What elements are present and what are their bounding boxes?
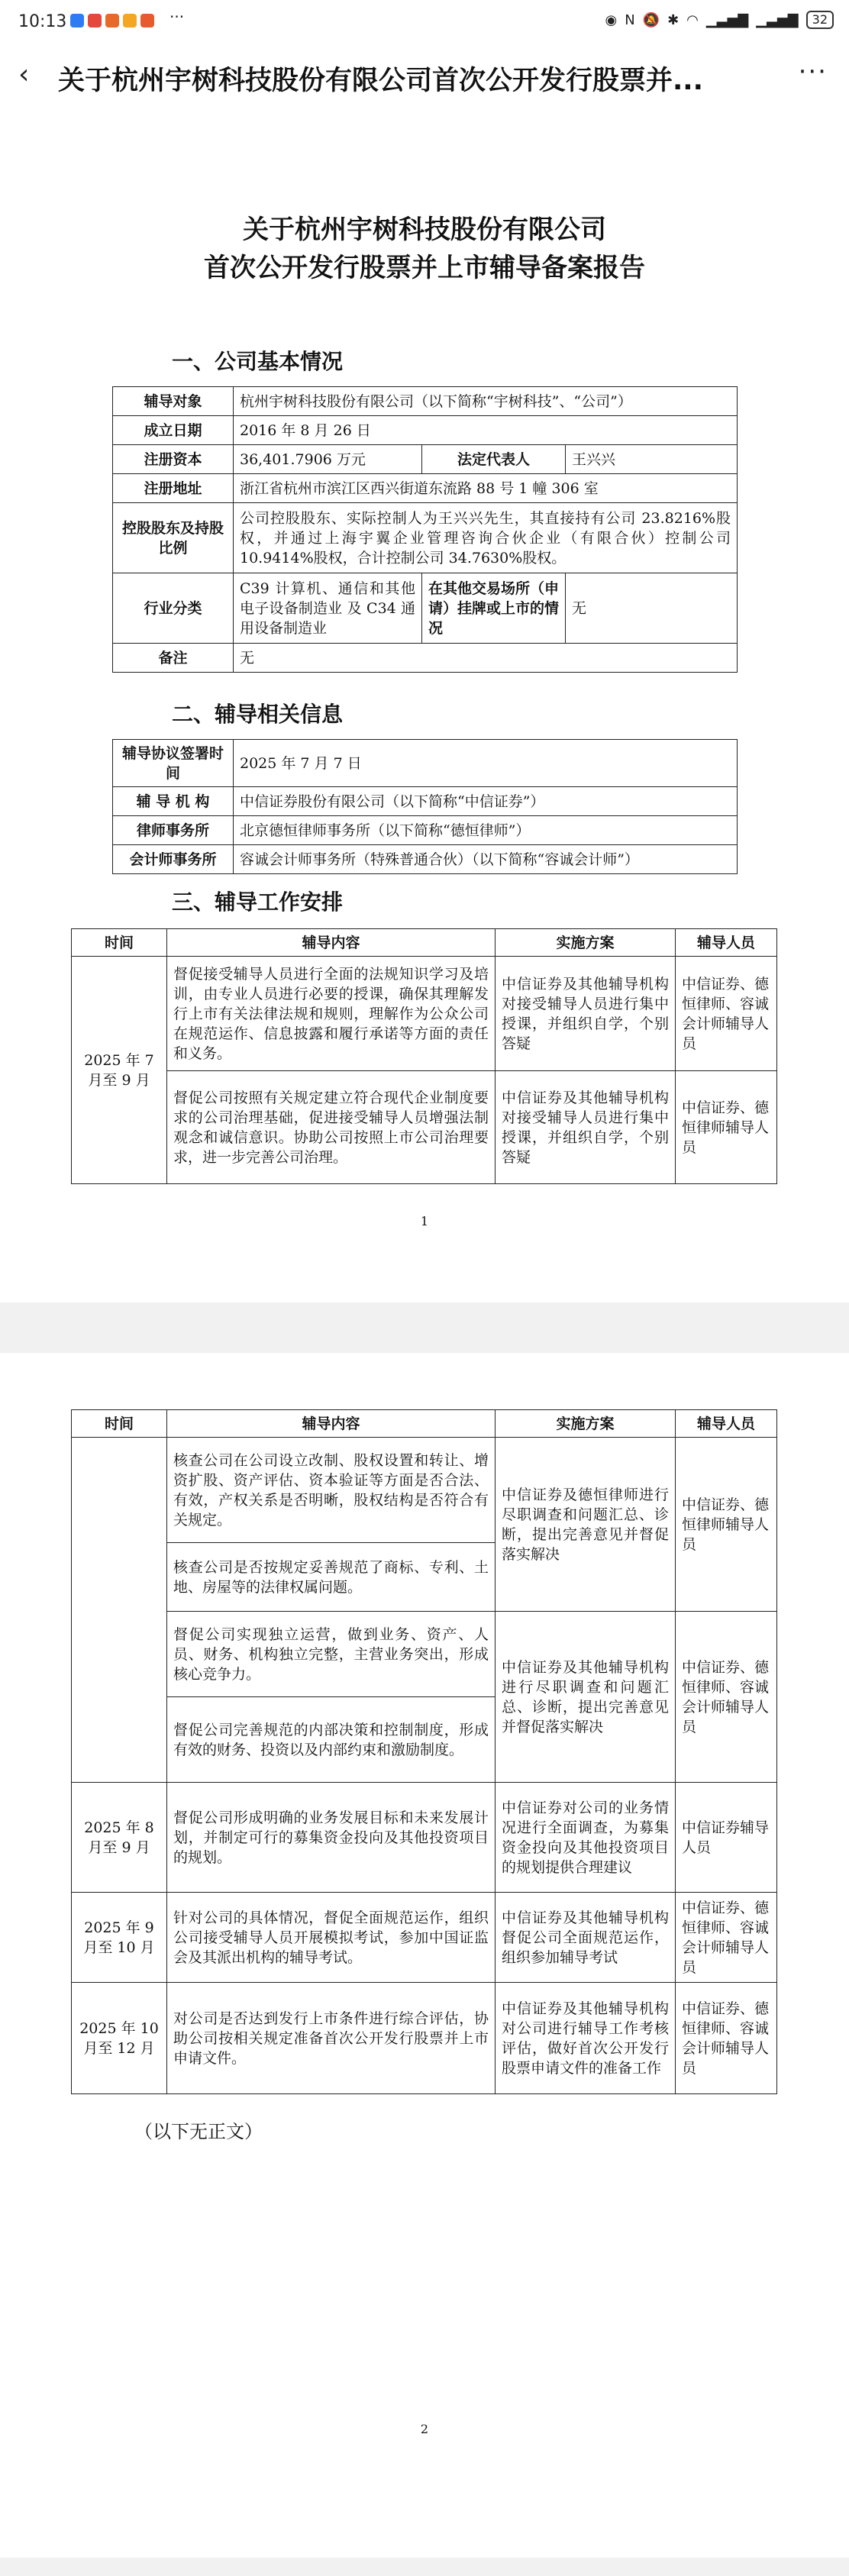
- app-notification-icon: [140, 14, 154, 27]
- page-separator: [0, 1303, 849, 1353]
- staff-cell: 中信证券、德恒律师辅导人员: [676, 1071, 777, 1184]
- signal-icon: ▁▃▅▇: [705, 11, 749, 28]
- label-capital: 注册资本: [113, 445, 234, 474]
- period-cell: 2025 年 8 月至 9 月: [72, 1783, 167, 1893]
- period-cell: 2025 年 9 月至 10 月: [72, 1893, 167, 1983]
- page-separator: [0, 2558, 849, 2576]
- staff-cell: 中信证券辅导人员: [676, 1783, 777, 1893]
- plan-cell: 中信证券及其他辅导机构对公司进行辅导工作考核评估，做好首次公开发行股票申请文件的准备工作: [496, 1983, 676, 2094]
- status-time: 10:13: [18, 12, 67, 31]
- document-title-line-2: 首次公开发行股票并上市辅导备案报告: [204, 253, 645, 283]
- notification-icons: [70, 14, 154, 27]
- nfc-icon: N: [625, 11, 635, 28]
- document-page-1: [0, 104, 849, 1303]
- label-remark: 备注: [113, 644, 234, 673]
- section-heading-schedule: 三、辅导工作安排: [172, 889, 344, 915]
- more-options-button[interactable]: ···: [798, 56, 828, 87]
- staff-cell: 中信证券、德恒律师、容诚会计师辅导人员: [676, 1612, 777, 1783]
- header-content: 辅导内容: [167, 929, 496, 957]
- status-more: ···: [169, 8, 185, 26]
- content-cell: 督促公司实现独立运营，做到业务、资产、人员、财务、机构独立完整，主营业务突出，形成核心竞争力。: [167, 1612, 496, 1697]
- label-legal-rep: 法定代表人: [422, 445, 566, 474]
- label-accounting-firm: 会计师事务所: [113, 845, 234, 874]
- basic-info-table: [112, 386, 738, 673]
- period-cell: 2025 年 10 月至 12 月: [72, 1983, 167, 2094]
- plan-cell: 中信证券及其他辅导机构督促公司全面规范运作，组织参加辅导考试: [496, 1893, 676, 1983]
- app-notification-icon: [123, 14, 137, 27]
- mute-icon: 🔕: [642, 11, 660, 28]
- value-address: 浙江省杭州市滨江区西兴街道东流路 88 号 1 幢 306 室: [234, 474, 738, 503]
- content-cell: 督促接受辅导人员进行全面的法规知识学习及培训，由专业人员进行必要的授课，确保其理解发行上市有关法律法规和规则，理解作为公众公司在规范运作、信息披露和履行承诺等方面的责任和义务。: [167, 957, 496, 1071]
- document-page-2: [0, 1353, 849, 2558]
- page-title: 关于杭州宇树科技股份有限公司首次公开发行股票并...: [58, 66, 703, 96]
- header-time: 时间: [72, 1410, 167, 1438]
- signal-icon: ▁▃▅▇: [756, 11, 799, 28]
- plan-cell: 中信证券及其他辅导机构对接受辅导人员进行集中授课，并组织自学，个别答疑: [496, 957, 676, 1071]
- content-cell: 督促公司形成明确的业务发展目标和未来发展计划，并制定可行的募集资金投向及其他投资项目的规划。: [167, 1783, 496, 1893]
- label-est-date: 成立日期: [113, 416, 234, 445]
- label-law-firm: 律师事务所: [113, 816, 234, 845]
- value-law-firm: 北京德恒律师事务所（以下简称“德恒律师”）: [234, 816, 738, 845]
- status-bar: [0, 0, 849, 47]
- staff-cell: 中信证券、德恒律师、容诚会计师辅导人员: [676, 957, 777, 1071]
- content-cell: 核查公司是否按规定妥善规范了商标、专利、土地、房屋等的法律权属问题。: [167, 1543, 496, 1612]
- eye-icon: ◉: [605, 11, 618, 28]
- staff-cell: 中信证券、德恒律师、容诚会计师辅导人员: [676, 1983, 777, 2094]
- battery-icon: 32: [806, 11, 834, 29]
- app-notification-icon: [105, 14, 119, 27]
- bluetooth-icon: ✱: [667, 11, 680, 28]
- plan-cell: 中信证券及其他辅导机构对接受辅导人员进行集中授课，并组织自学，个别答疑: [496, 1071, 676, 1184]
- header-content: 辅导内容: [167, 1410, 496, 1438]
- end-of-text-note: （以下无正文）: [134, 2121, 263, 2142]
- tutoring-info-table: [112, 739, 738, 874]
- page-number: 1: [420, 1214, 429, 1228]
- section-heading-basic: 一、公司基本情况: [172, 349, 344, 374]
- period-cell: [72, 1438, 167, 1783]
- header-staff: 辅导人员: [676, 929, 777, 957]
- header-time: 时间: [72, 929, 167, 957]
- value-other-listing: 无: [566, 573, 738, 644]
- period-cell: 2025 年 7 月至 9 月: [72, 957, 167, 1184]
- content-cell: 核查公司在公司设立改制、股权设置和转让、增资扩股、资产评估、资本验证等方面是否合法、有效，产权关系是否明晰，股权结构是否符合有关规定。: [167, 1438, 496, 1543]
- wifi-icon: ◠: [686, 11, 699, 28]
- app-notification-icon: [70, 14, 84, 27]
- label-controlling-holder: 控股股东及持股比例: [113, 503, 234, 573]
- staff-cell: 中信证券、德恒律师、容诚会计师辅导人员: [676, 1893, 777, 1983]
- value-est-date: 2016 年 8 月 26 日: [234, 416, 738, 445]
- label-other-listing: 在其他交易场所（申请）挂牌或上市的情况: [422, 573, 566, 644]
- value-controlling-holder: 公司控股股东、实际控制人为王兴兴先生，其直接持有公司 23.8216%股权，并通过上海宇翼企业管理咨询合伙企业（有限合伙）控制公司 10.9414%股权，合计控制公司 34.7630%股权。: [234, 503, 738, 573]
- document-title-line-1: 关于杭州宇树科技股份有限公司: [243, 215, 606, 245]
- label-target: 辅导对象: [113, 387, 234, 416]
- value-agreement-date: 2025 年 7 月 7 日: [234, 740, 738, 787]
- label-agreement-date: 辅导协议签署时间: [113, 740, 234, 787]
- value-remark: 无: [234, 644, 738, 673]
- label-address: 注册地址: [113, 474, 234, 503]
- header-plan: 实施方案: [496, 929, 676, 957]
- schedule-table-page-2: [71, 1409, 777, 2094]
- label-industry: 行业分类: [113, 573, 234, 644]
- section-heading-tutoring: 二、辅导相关信息: [172, 702, 344, 727]
- page-number: 2: [420, 2422, 429, 2436]
- value-legal-rep: 王兴兴: [566, 445, 738, 474]
- schedule-table-page-1: [71, 928, 777, 1184]
- value-industry: C39 计算机、通信和其他电子设备制造业 及 C34 通用设备制造业: [234, 573, 422, 644]
- value-capital: 36,401.7906 万元: [234, 445, 422, 474]
- staff-cell: 中信证券、德恒律师辅导人员: [676, 1438, 777, 1612]
- chevron-left-icon[interactable]: ‹: [18, 59, 30, 90]
- value-target: 杭州宇树科技股份有限公司（以下简称“宇树科技”、“公司”）: [234, 387, 738, 416]
- content-cell: 针对公司的具体情况，督促全面规范运作，组织公司接受辅导人员开展模拟考试，参加中国证监会及其派出机构的辅导考试。: [167, 1893, 496, 1983]
- plan-cell: 中信证券及德恒律师进行尽职调查和问题汇总、诊断，提出完善意见并督促落实解决: [496, 1438, 676, 1612]
- header-staff: 辅导人员: [676, 1410, 777, 1438]
- content-cell: 对公司是否达到发行上市条件进行综合评估，协助公司按相关规定准备首次公开发行股票并上市申请文件。: [167, 1983, 496, 2094]
- plan-cell: 中信证券及其他辅导机构进行尽职调查和问题汇总、诊断，提出完善意见并督促落实解决: [496, 1612, 676, 1783]
- header-plan: 实施方案: [496, 1410, 676, 1438]
- value-tutoring-institution: 中信证券股份有限公司（以下简称“中信证券”）: [234, 787, 738, 816]
- app-bar: [0, 47, 849, 104]
- value-accounting-firm: 容诚会计师事务所（特殊普通合伙）（以下简称“容诚会计师”）: [234, 845, 738, 874]
- content-cell: 督促公司完善规范的内部决策和控制制度，形成有效的财务、投资以及内部约束和激励制度。: [167, 1697, 496, 1783]
- label-tutoring-institution: 辅 导 机 构: [113, 787, 234, 816]
- content-cell: 督促公司按照有关规定建立符合现代企业制度要求的公司治理基础，促进接受辅导人员增强法制观念和诚信意识。协助公司按照上市公司治理要求，进一步完善公司治理。: [167, 1071, 496, 1184]
- system-indicators: [605, 11, 834, 29]
- plan-cell: 中信证券对公司的业务情况进行全面调查，为募集资金投向及其他投资项目的规划提供合理建议: [496, 1783, 676, 1893]
- app-notification-icon: [88, 14, 102, 27]
